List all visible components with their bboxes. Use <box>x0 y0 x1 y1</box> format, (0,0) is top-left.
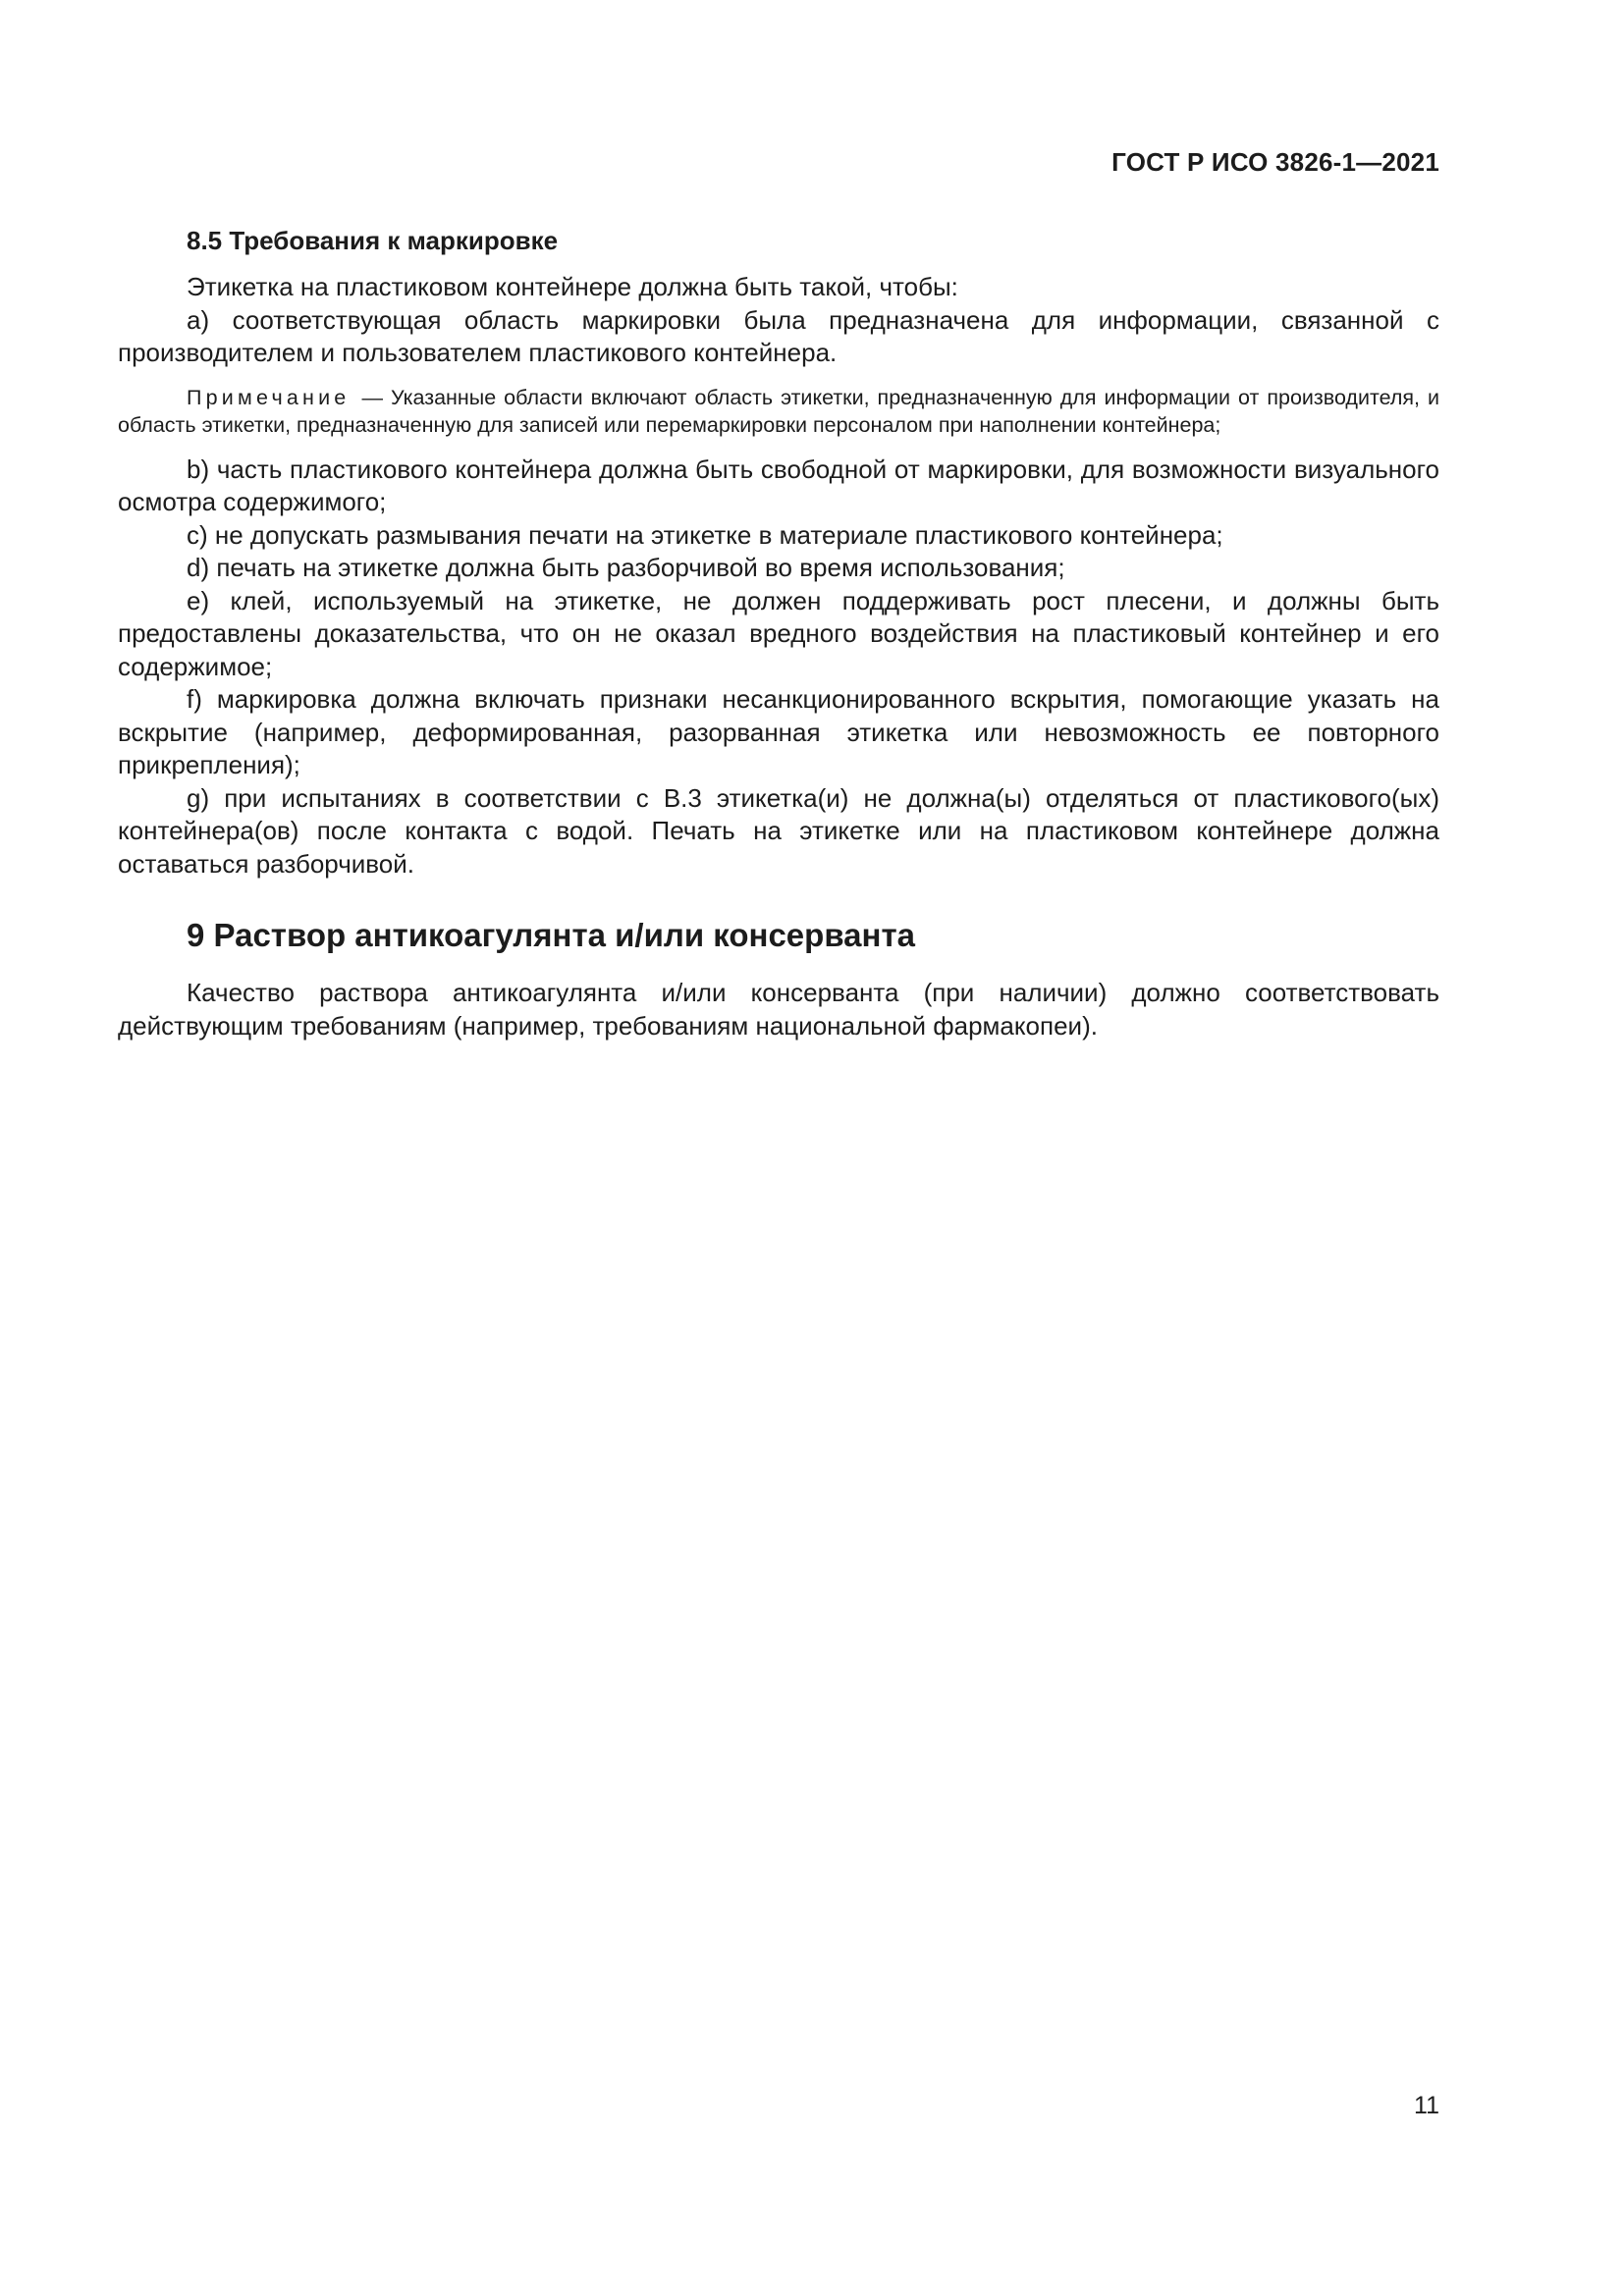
list-item-f: f) маркировка должна включать признаки несанкционированного вскрытия, помогающие указать на вскрытие (например, деформированная, разорванная этикетка или невозможность ее повторного прикрепления); <box>118 684 1439 779</box>
page-number: 11 <box>1414 2092 1439 2119</box>
page-content <box>118 224 1439 1042</box>
subsection-heading-8-5: 8.5 Требования к маркировке <box>187 226 559 255</box>
list-item-b: b) часть пластикового контейнера должна быть свободной от маркировки, для возможности визуального осмотра содержимого; <box>118 454 1439 516</box>
section-heading-9: 9 Раствор антикоагулянта и/или консерванта <box>187 917 915 953</box>
running-header: ГОСТ Р ИСО 3826-1—2021 <box>1111 147 1439 177</box>
list-item-c: c) не допускать размывания печати на этикетке в материале пластикового контейнера; <box>187 519 1223 550</box>
list-item-g: g) при испытаниях в соответствии с В.3 этикетка(и) не должна(ы) отделяться от пластикового(ых) контейнера(ов) после контакта с водой. Печать на этикетке или на пластиковом контейнере должна оставаться разборчивой. <box>118 782 1439 879</box>
intro-paragraph: Этикетка на пластиковом контейнере должна быть такой, чтобы: <box>187 272 958 301</box>
list-item-a: a) соответствующая область маркировки была предназначена для информации, связанной с производителем и пользователем пластикового контейнера. <box>118 304 1439 367</box>
section-9-paragraph: Качество раствора антикоагулянта и/или консерванта (при наличии) должно соответствовать действующим требованиям (например, требованиям национальной фармакопеи). <box>118 978 1439 1041</box>
list-item-d: d) печать на этикетке должна быть разборчивой во время использования; <box>187 553 1065 582</box>
note-paragraph <box>118 384 1439 440</box>
note-label: Примечание <box>187 385 351 409</box>
list-item-e: e) клей, используемый на этикетке, не должен поддерживать рост плесени, и должны быть предоставлены доказательства, что он не оказал вредного воздействия на пластиковый контейнер и его содержимое; <box>118 585 1439 681</box>
note-text: — Указанные области включают область этикетки, предназначенную для информации от производителя, и область этикетки, предназначенную для записей или перемаркировки персоналом при наполнении контейнера; <box>118 385 1439 437</box>
